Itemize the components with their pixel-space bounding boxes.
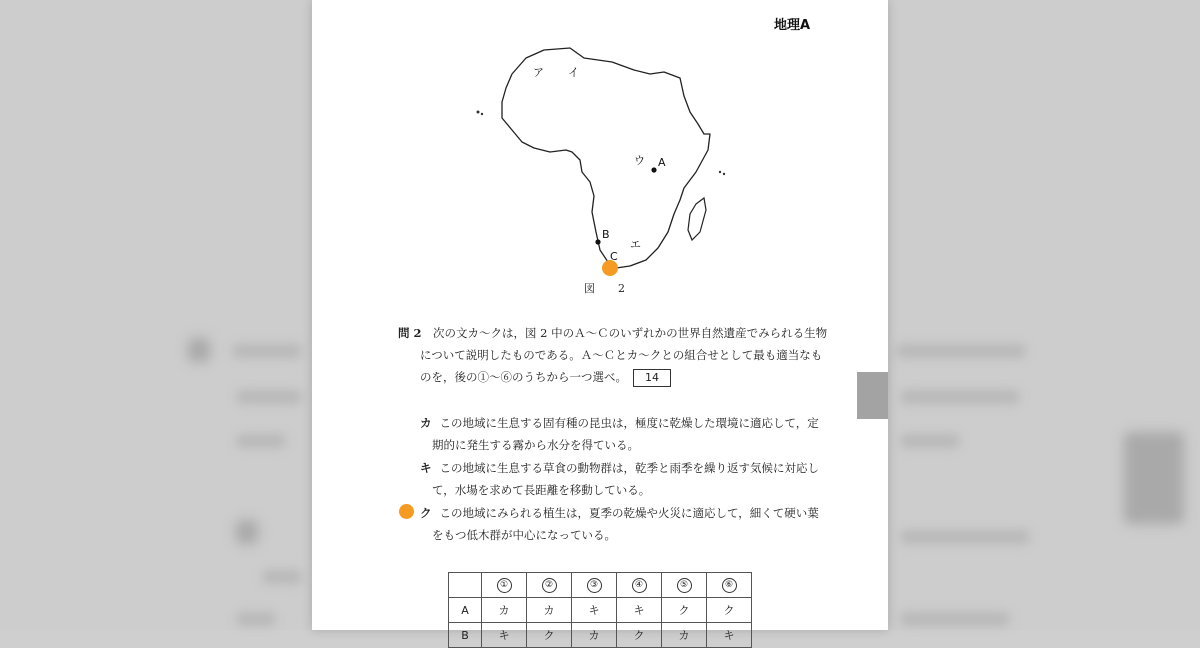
answer-number-box: 14 — [633, 369, 671, 387]
statement-line-1: この地域に生息する固有種の昆虫は，極度に乾燥した環境に適応して，定 — [439, 416, 819, 430]
statement-ku — [420, 502, 820, 546]
statement-ki — [420, 457, 820, 501]
map-label-location-a: A — [658, 156, 666, 169]
island-dot — [477, 111, 480, 114]
location-a-point — [651, 167, 656, 172]
island-dot — [723, 173, 725, 175]
table-cell: ク — [662, 598, 707, 623]
document-page — [312, 0, 888, 642]
table-header-cell: ② — [527, 573, 572, 598]
table-cell: カ — [527, 598, 572, 623]
table-cell: ク — [617, 623, 662, 648]
table-header-cell: ① — [482, 573, 527, 598]
statement-key: カ — [420, 416, 432, 430]
subject-header: 地理A — [773, 18, 810, 33]
figure-caption: 図 2 — [584, 282, 631, 295]
question-text — [398, 322, 828, 388]
table-row — [449, 623, 752, 648]
question-number: 問 2 — [398, 326, 422, 340]
table-header-cell: ③ — [572, 573, 617, 598]
table-cell: ク — [527, 623, 572, 648]
map-label-u: ウ — [634, 154, 645, 167]
table-cell: ク — [707, 598, 752, 623]
location-b-point — [595, 239, 600, 244]
table-corner-cell — [449, 573, 482, 598]
table-cell: キ — [482, 623, 527, 648]
table-row-label: A — [449, 598, 482, 623]
scroll-thumb[interactable] — [857, 372, 888, 419]
table-cell: カ — [572, 623, 617, 648]
statement-line-2: て，水場を求めて長距離を移動している。 — [432, 483, 651, 497]
table-row-label: B — [449, 623, 482, 648]
table-header-cell: ⑥ — [707, 573, 752, 598]
statement-line-2: 期的に発生する霧から水分を得ている。 — [432, 438, 639, 452]
question-line-3: のを，後の①～⑥のうちから一つ選べ。 — [420, 370, 627, 384]
table-cell: カ — [662, 623, 707, 648]
table-header-cell: ⑤ — [662, 573, 707, 598]
answer-choices-table — [448, 572, 752, 648]
map-label-e: エ — [630, 238, 641, 251]
table-header-row — [449, 573, 752, 598]
table-cell: キ — [707, 623, 752, 648]
table-cell: カ — [482, 598, 527, 623]
madagascar-outline — [688, 198, 706, 240]
map-label-i: イ — [568, 66, 579, 79]
map-label-a: ア — [533, 66, 544, 79]
statement-line-1: この地域に生息する草食の動物群は，乾季と雨季を繰り返す気候に対応し — [439, 461, 819, 475]
statement-ka — [420, 412, 820, 456]
table-row — [449, 598, 752, 623]
question-line-2: について説明したものである。Ａ～Ｃとカ～クとの組合せとして最も適当なも — [420, 348, 823, 362]
statement-line-2: をもつ低木群が中心になっている。 — [432, 528, 616, 542]
island-dot — [481, 113, 483, 115]
map-label-location-b: B — [602, 228, 610, 241]
statement-key: キ — [420, 461, 432, 475]
statement-line-1: この地域にみられる植生は，夏季の乾燥や火災に適応して，細くて硬い葉 — [439, 506, 819, 520]
island-dot — [719, 171, 721, 173]
table-cell: キ — [617, 598, 662, 623]
statement-key: ク — [420, 506, 432, 520]
question-line-1: 次の文カ～クは，図 2 中のＡ～Ｃのいずれかの世界自然遺産でみられる生物 — [433, 326, 828, 340]
map-label-location-c: C — [610, 250, 618, 263]
table-cell: キ — [572, 598, 617, 623]
statement-highlight-marker — [399, 504, 414, 519]
table-header-cell: ④ — [617, 573, 662, 598]
africa-map — [312, 0, 888, 300]
